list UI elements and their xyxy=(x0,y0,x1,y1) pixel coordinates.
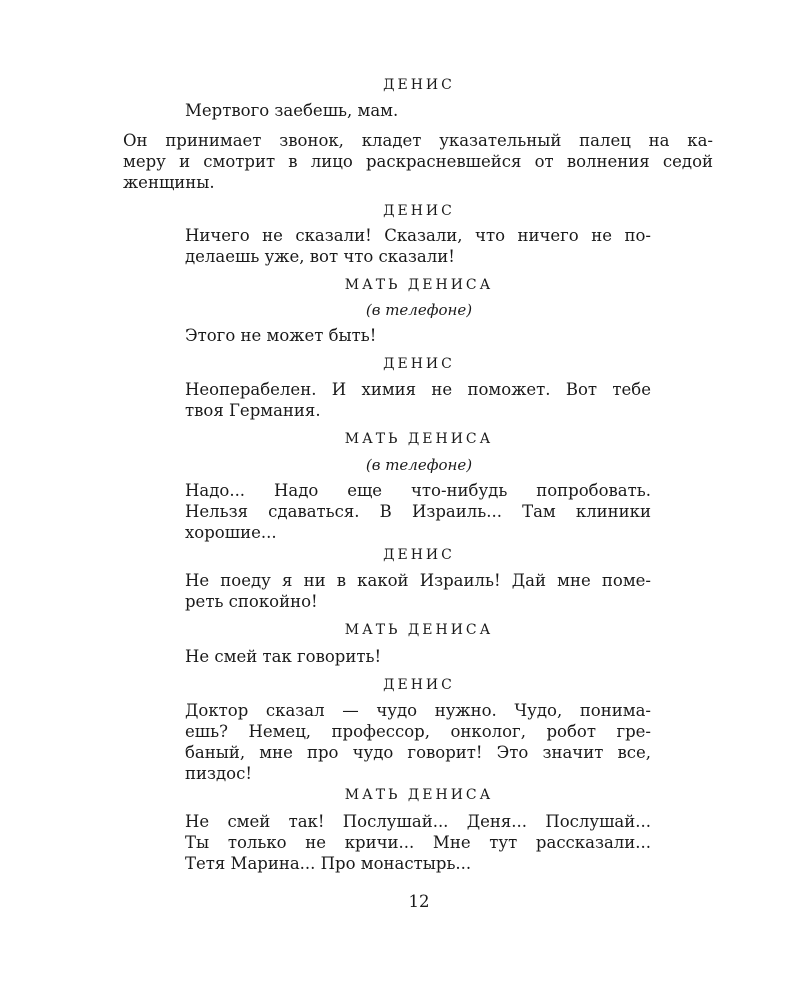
dialogue-line: Не смей так говорить! xyxy=(185,647,382,666)
dialogue-line: твоя Германия. xyxy=(185,401,321,420)
speaker-name: МАТЬ ДЕНИСА xyxy=(344,622,494,638)
dialogue-line: делаешь уже, вот что сказали! xyxy=(185,247,455,266)
dialogue-line: баный, мне про чудо говорит! Это значит все, xyxy=(185,743,651,762)
speaker-name: МАТЬ ДЕНИСА xyxy=(344,431,494,447)
speaker-name: МАТЬ ДЕНИСА xyxy=(344,787,494,803)
dialogue-line: Ничего не сказали! Сказали, что ничего не по- xyxy=(185,226,651,245)
speaker-name: ДЕНИС xyxy=(383,203,455,219)
stage-direction: (в телефоне) xyxy=(365,456,473,474)
dialogue-line: Не поеду я ни в какой Израиль! Дай мне поме- xyxy=(185,571,651,590)
action-line: меру и смотрит в лицо раскрасневшейся от волнения седой xyxy=(123,152,713,171)
dialogue-line: Доктор сказал — чудо нужно. Чудо, понима- xyxy=(185,701,651,720)
dialogue-line: Ты только не кричи... Мне тут рассказали... xyxy=(185,833,651,852)
stage-direction: (в телефоне) xyxy=(365,301,473,319)
speaker-name: ДЕНИС xyxy=(383,77,455,93)
dialogue-line: Тетя Марина... Про монастырь... xyxy=(185,854,472,873)
dialogue-line: хорошие... xyxy=(185,523,277,542)
speaker-name: ДЕНИС xyxy=(383,356,455,372)
speaker-name: МАТЬ ДЕНИСА xyxy=(344,277,494,293)
action-line: женщины. xyxy=(123,173,215,192)
dialogue-line: реть спокойно! xyxy=(185,592,318,611)
dialogue-line: Не смей так! Послушай... Деня... Послушай... xyxy=(185,812,651,831)
dialogue-line: Неоперабелен. И химия не поможет. Вот тебе xyxy=(185,380,651,399)
dialogue-line: пиздос! xyxy=(185,764,252,783)
action-line: Он принимает звонок, кладет указательный палец на ка- xyxy=(123,131,713,150)
speaker-name: ДЕНИС xyxy=(383,547,455,563)
page-number: 12 xyxy=(408,892,430,911)
speaker-name: ДЕНИС xyxy=(383,677,455,693)
dialogue-line: Надо... Надо еще что-нибудь попробовать. xyxy=(185,481,651,500)
dialogue-line: ешь? Немец, профессор, онколог, робот гре- xyxy=(185,722,651,741)
dialogue-line: Нельзя сдаваться. В Израиль... Там клиники xyxy=(185,502,651,521)
dialogue-line: Мертвого заебешь, мам. xyxy=(185,101,399,120)
dialogue-line: Этого не может быть! xyxy=(185,326,377,345)
